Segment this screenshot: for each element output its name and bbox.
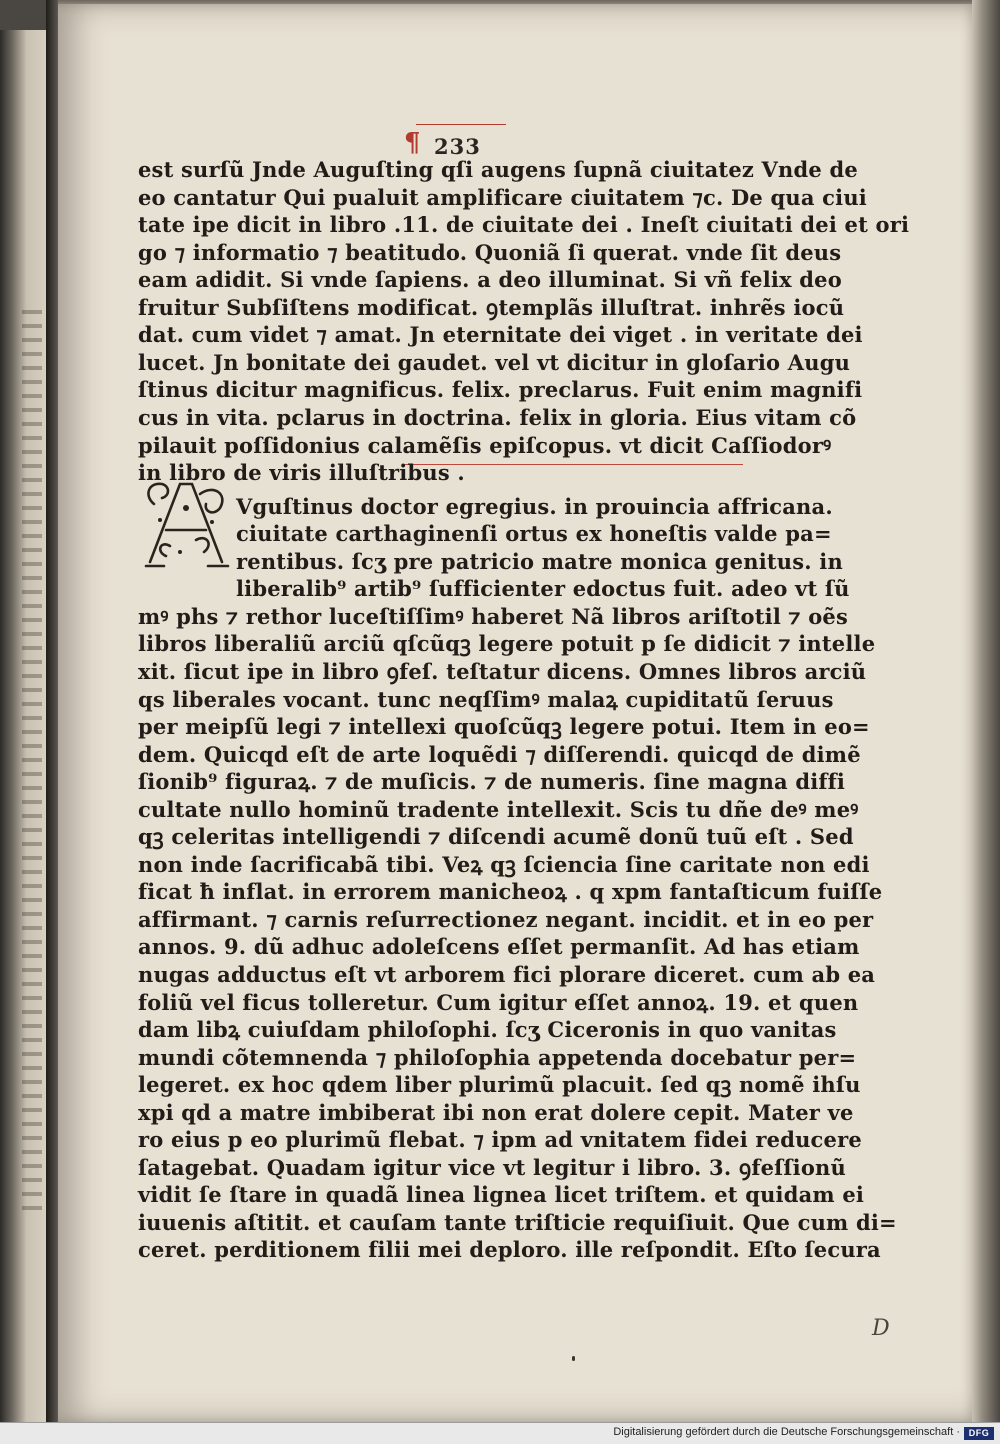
text-line: per meipſũ legi ⁊ intellexi quoſcũqꝫ legere potui. Item in eo= bbox=[138, 714, 870, 739]
text-line: liberalib⁹ artib⁹ ſufficienter edoctus fuit. adeo vt ſũ bbox=[236, 576, 850, 602]
text-line: qs liberales vocant. tunc neqſſimꝰ malaꝝ cupiditatũ ſeruus bbox=[138, 686, 834, 712]
text-line: mꝰ phs ⁊ rethor luceſtiſſimꝰ haberet Nã libros ariſtotil ⁊ oẽs bbox=[138, 603, 849, 629]
text-line: dam libꝝ cuiuſdam philoſophi. ſcʒ Ciceronis in quo vanitas bbox=[138, 1017, 837, 1042]
text-line: lucet. Jn bonitate dei gaudet. vel vt dicitur in gloſario Augu bbox=[138, 349, 851, 375]
text-line: cultate nullo hominũ tradente intellexit. Scis tu dñe deꝰ meꝰ bbox=[138, 796, 859, 822]
text-line: libros liberaliũ arciũ qſcũqꝫ legere potuit p ſe didicit ⁊ intelle bbox=[138, 631, 876, 657]
text-line: ficat ħ inflat. in errorem manicheoꝝ . q xpm fantaſticum fuiſſe bbox=[138, 879, 883, 905]
marginal-note: D bbox=[872, 1316, 890, 1341]
text-line: dem. Quicqd eſt de arte loquẽdi ⁊ diſſerendi. quicqd de dimẽ bbox=[138, 741, 861, 767]
folio-number: 233 bbox=[434, 134, 481, 159]
text-line: in libro de viris illuſtribus . bbox=[138, 460, 465, 486]
text-line: legeret. ex hoc qdem liber plurimũ placuit. ſed qꝫ nomẽ ihſu bbox=[138, 1072, 861, 1098]
text-line: ſatagebat. Quadam igitur vice vt legitur i libro. 3. ꝯfeſſionũ bbox=[138, 1154, 846, 1180]
text-line: non inde ſacrificabã tibi. Veꝝ qꝫ ſciencia ſine caritate non edi bbox=[138, 851, 870, 877]
text-line: cus in vita. pclarus in doctrina. felix in gloria. Eius vitam cõ bbox=[138, 405, 857, 430]
funding-note: Digitalisierung gefördert durch die Deutsche Forschungsgemeinschaft · bbox=[613, 1426, 960, 1438]
dfg-logo: DFG bbox=[964, 1427, 994, 1440]
text-line: Vguſtinus doctor egregius. in prouincia affricana. bbox=[236, 493, 833, 519]
text-line: est surſũ Jnde Auguſting qſi augens ſupnã ciuitatez Vnde de bbox=[138, 157, 858, 182]
text-line: qꝫ celeritas intelligendi ⁊ diſcendi acumẽ donũ tuũ eſt . Sed bbox=[138, 824, 854, 850]
text-line: affirmant. ⁊ carnis reſurrectionez negant. incidit. et in eo per bbox=[138, 906, 874, 932]
text-line: go ⁊ informatio ⁊ beatitudo. Quoniã ſi querat. vnde ſit deus bbox=[138, 239, 842, 265]
pilcrow-mark: ¶ bbox=[404, 128, 421, 158]
text-line: ſtinus dicitur magnificus. felix. preclarus. Fuit enim magnifi bbox=[138, 377, 863, 403]
text-line: eam adidit. Si vnde ſapiens. a deo illuminat. Si vñ felix deo bbox=[138, 267, 842, 293]
text-line: dat. cum videt ⁊ amat. Jn eternitate dei viget . in veritate dei bbox=[138, 322, 863, 348]
text-line: ceret. perditionem filii mei deploro. ille reſpondit. Eſto ſecura bbox=[138, 1237, 881, 1263]
text-line: mundi cõtemnenda ⁊ philoſophia appetenda docebatur per= bbox=[138, 1044, 857, 1070]
text-line: xit. ſicut ipe in libro ꝯfeſ. teſtatur dicens. Omnes libros arciũ bbox=[138, 658, 867, 684]
footer-bar bbox=[0, 1422, 1000, 1444]
text-line: ro eius p eo plurimũ flebat. ⁊ ipm ad vnitatem fidei reducere bbox=[138, 1127, 862, 1153]
ink-speck bbox=[572, 1356, 575, 1361]
text-line: rentibus. ſcʒ pre patricio matre monica genitus. in bbox=[236, 548, 843, 574]
decorated-initial-a-icon bbox=[140, 474, 232, 574]
text-line: eo cantatur Qui pualuit amplificare ciuitatem ⁊c. De qua ciui bbox=[138, 184, 867, 210]
text-line: annos. 9. dũ adhuc adoleſcens eſſet permanſit. Ad has etiam bbox=[138, 934, 860, 960]
text-line: ſionib⁹ figuraꝝ. ⁊ de muſicis. ⁊ de numeris. ſine magna diffi bbox=[138, 769, 846, 795]
text-line: nugas adductus eſt vt arborem fici plorare diceret. cum ab ea bbox=[138, 961, 876, 987]
text-line: ciuitate carthaginenſi ortus ex honeſtis valde pa= bbox=[236, 521, 832, 547]
text-line: iuuenis aſtitit. et cauſam tante triſticie requiſiuit. Que cum di= bbox=[138, 1209, 897, 1235]
text-line: vidit ſe ſtare in quadã linea lignea licet triſtem. et quidam ei bbox=[138, 1182, 865, 1208]
page-fore-edge bbox=[972, 0, 1000, 1422]
text-line: tate ipe dicit in libro .11. de ciuitate dei . Ineſt ciuitati dei et ori bbox=[138, 212, 910, 238]
text-line: foliũ vel ficus tolleretur. Cum igitur eſſet annoꝝ. 19. et quen bbox=[138, 989, 859, 1015]
text-line: xpi qd a matre imbiberat ibi non erat dolere cepit. Mater ve bbox=[138, 1099, 854, 1125]
text-line: pilauit poſſidonius calamẽſis epiſcopus. vt dicit Caſſiodorꝰ bbox=[138, 432, 832, 458]
text-line: fruitur Subſiſtens modificat. ꝯtemplãs illuſtrat. inhrẽs iocũ bbox=[138, 294, 845, 320]
previous-page-edge bbox=[0, 30, 48, 1422]
